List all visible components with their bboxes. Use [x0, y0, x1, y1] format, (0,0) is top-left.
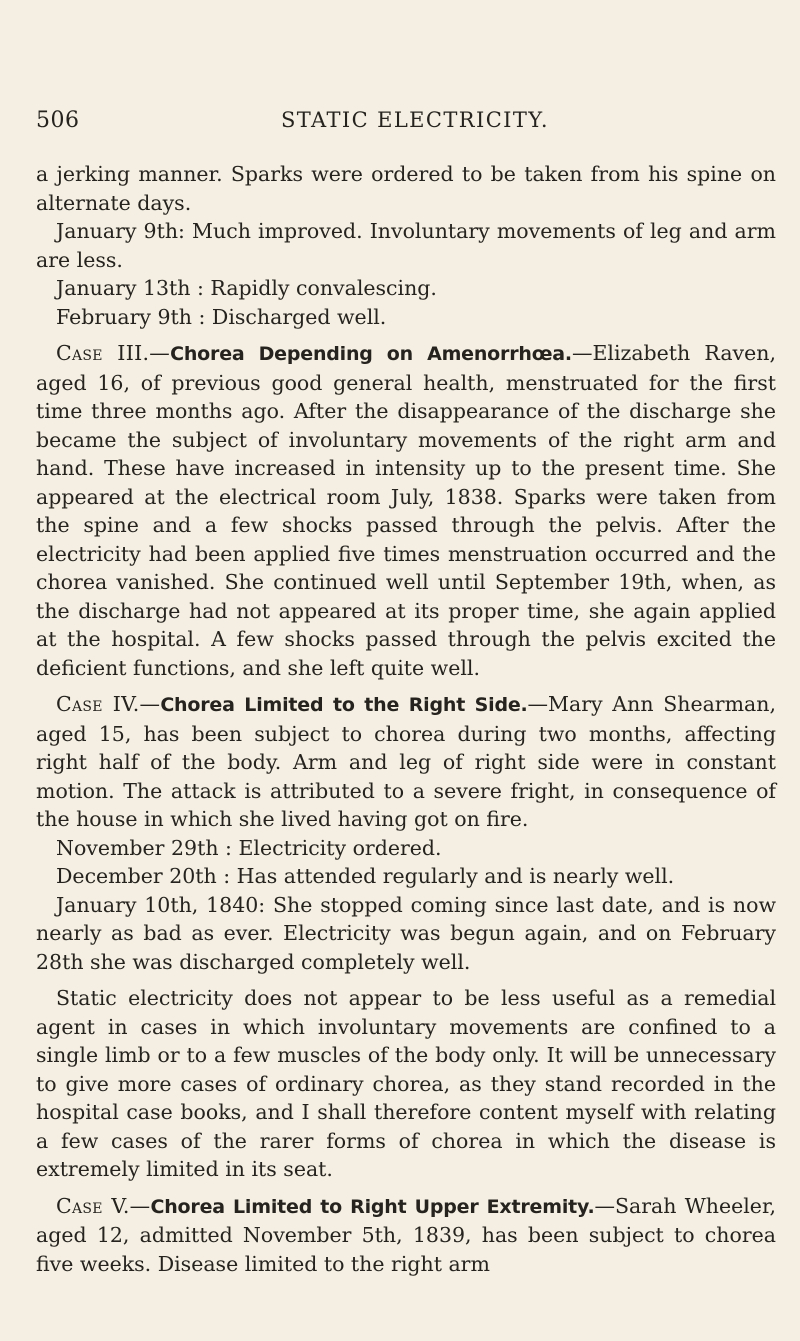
entry-december-20: December 20th : Has attended regularly and is nearly well. — [56, 864, 675, 888]
entry-january-10: January 10th, 1840: She stopped coming since last date, and is now nearly as bad as ever. Electricity was begun again, and on February 28th she was discharged completely well. — [36, 892, 776, 974]
paragraph-continuation: a jerking manner. Sparks were ordered to be taken from his spine on alternate days. — [36, 162, 776, 215]
general-remarks-paragraph: Static electricity does not appear to be less useful as a remedial agent in cases in which involuntary movements are confined to a single limb or to a few muscles of the body only. It will be unnecessary to give more cases of ordinary chorea, as they stand recorded in the hospital case books, and I shall therefore content myself with relating a few cases of the rarer forms of chorea in which the disease is extremely limited in its seat. — [36, 986, 776, 1181]
book-page — [36, 0, 776, 1341]
case-3-label: Case III.— — [56, 341, 171, 365]
case-3-title: Chorea Depending on Amenorrhœa. — [170, 343, 572, 365]
page-number: 506 — [36, 108, 80, 133]
entry-november-29: November 29th : Electricity ordered. — [56, 835, 442, 860]
entry-january-9: January 9th: Much improved. Involuntary movements of leg and arm are less. — [36, 219, 776, 272]
case-5-paragraph — [36, 1192, 776, 1279]
body-text — [36, 160, 776, 1278]
case-3-paragraph — [36, 339, 776, 682]
entry-january-13: January 13th : Rapidly convalescing. — [56, 276, 437, 300]
case-5-text: —Sarah Wheeler, aged 12, admitted November 5th, 1839, has been subject to chorea five weeks. Disease limited to the right arm — [36, 1193, 777, 1276]
case-4-text: —Mary Ann Shearman, aged 15, has been subject to chorea during two months, affecting right half of the body. Arm and leg of right side were in constant motion. The attack is attributed to a severe fright, in consequence of the house in which she lived having got on fire. — [36, 692, 776, 831]
case-4-label: Case IV.— — [56, 692, 161, 716]
entry-february-9: February 9th : Discharged well. — [56, 304, 387, 329]
case-4-title: Chorea Limited to the Right Side. — [160, 694, 528, 716]
case-3-text: —Elizabeth Raven, aged 16, of previous good general health, menstruated for the first time three months ago. After the disappearance of the discharge she became the subject of involuntary movements of the right arm and hand. These have increased in intensity up to the present time. She appeared at the electrical room July, 1838. Sparks were taken from the spine and a few shocks passed through the pelvis. After the electricity had been applied five times menstruation occurred and the chorea vanished. She continued well until September 19th, when, as the discharge had not appeared at its proper time, she again applied at the hospital. A few shocks passed through the pelvis excited the deficient functions, and she left quite well. — [36, 341, 776, 680]
case-5-label: Case V.— — [56, 1193, 151, 1218]
running-title: STATIC ELECTRICITY. — [281, 108, 549, 132]
case-4-paragraph — [36, 690, 776, 834]
case-5-title: Chorea Limited to Right Upper Extremity. — [150, 1195, 595, 1218]
running-head — [36, 108, 776, 148]
